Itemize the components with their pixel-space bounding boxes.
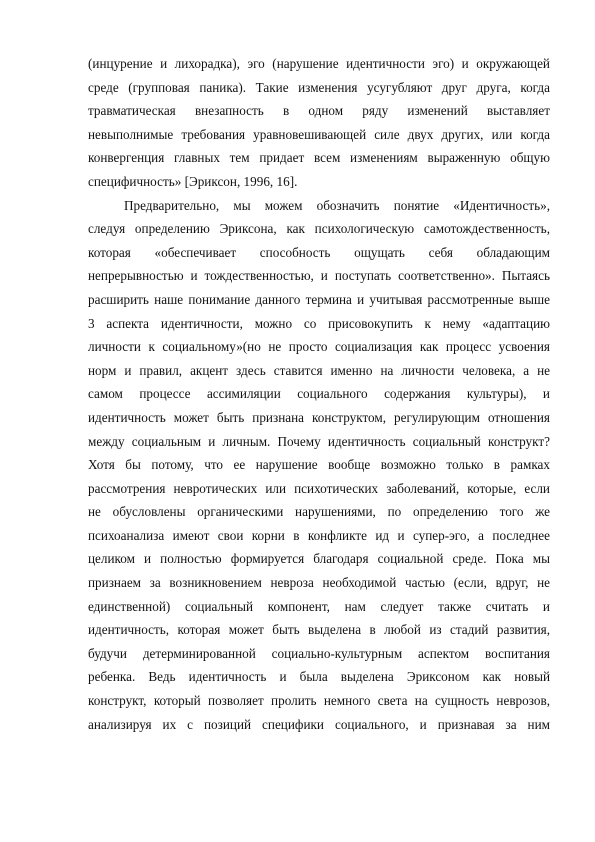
paragraph-continuation bbox=[88, 52, 550, 194]
text-line: травматическая внезапность в одном ряду изменений выставляет bbox=[88, 103, 550, 119]
text-line: идентичность, которая может быть выделена в любой из стадий развития, bbox=[88, 622, 550, 638]
text-line: норм и правил, акцент здесь ставится именно на личности человека, а не bbox=[88, 362, 550, 378]
text-line: Хотя бы потому, что ее нарушение вообще возможно только в рамках bbox=[88, 457, 550, 473]
text-line: единственной) социальный компонент, нам следует также считать и bbox=[88, 598, 550, 614]
text-line: целиком и полностью формируется благодаря социальной среде. Пока мы bbox=[88, 551, 550, 567]
text-line: психоанализа имеют свои корни в конфликте ид и супер-эго, а последнее bbox=[88, 527, 550, 543]
text-line: непрерывностью и тождественностью, и поступать соответственно». Пытаясь bbox=[88, 268, 550, 284]
text-line: между социальным и личным. Почему идентичность социальный конструкт? bbox=[88, 433, 550, 449]
text-line: рассмотрения невротических или психотических заболеваний, которые, если bbox=[88, 480, 550, 496]
text-line: признаем за возникновением невроза необходимой частью (если, вдруг, не bbox=[88, 575, 550, 591]
text-line: расширить наше понимание данного термина и учитывая рассмотренные выше bbox=[88, 291, 550, 307]
text-line: будучи детерминированной социально-культурным аспектом воспитания bbox=[88, 645, 550, 661]
text-line: среде (групповая паника). Такие изменения усугубляют друг друга, когда bbox=[88, 79, 550, 95]
text-line: конструкт, который позволяет пролить немного света на сущность неврозов, bbox=[88, 693, 550, 709]
text-line: невыполнимые требования уравновешивающей силе двух других, или когда bbox=[88, 126, 550, 142]
text-line: конвергенция главных тем придает всем изменениям выраженную общую bbox=[88, 150, 550, 166]
text-line: личности к социальному»(но не просто социализация как процесс усвоения bbox=[88, 339, 550, 355]
text-line: специфичность» [Эриксон, 1996, 16]. bbox=[88, 173, 298, 189]
text-line: самом процессе ассимиляции социального содержания культуры), и bbox=[88, 386, 550, 402]
text-line: идентичность может быть признана конструктом, регулирующим отношения bbox=[88, 409, 550, 425]
text-line: анализируя их с позиций специфики социального, и признавая за ним bbox=[88, 716, 550, 732]
text-line: которая «обеспечивает способность ощущать себя обладающим bbox=[88, 244, 550, 260]
text-line: следуя определению Эриксона, как психологическую самотождественность, bbox=[88, 221, 550, 237]
text-line: ребенка. Ведь идентичность и была выделена Эриксоном как новый bbox=[88, 669, 550, 685]
text-line: не обусловлены органическими нарушениями, по определению того же bbox=[88, 504, 550, 520]
text-line: Предварительно, мы можем обозначить понятие «Идентичность», bbox=[124, 197, 550, 213]
text-line: (инцурение и лихорадка), эго (нарушение идентичности эго) и окружающей bbox=[88, 56, 550, 71]
body-text bbox=[88, 52, 550, 736]
text-line: 3 аспекта идентичности, можно со присовокупить к нему «адаптацию bbox=[88, 315, 550, 331]
paragraph-identity bbox=[88, 194, 550, 737]
